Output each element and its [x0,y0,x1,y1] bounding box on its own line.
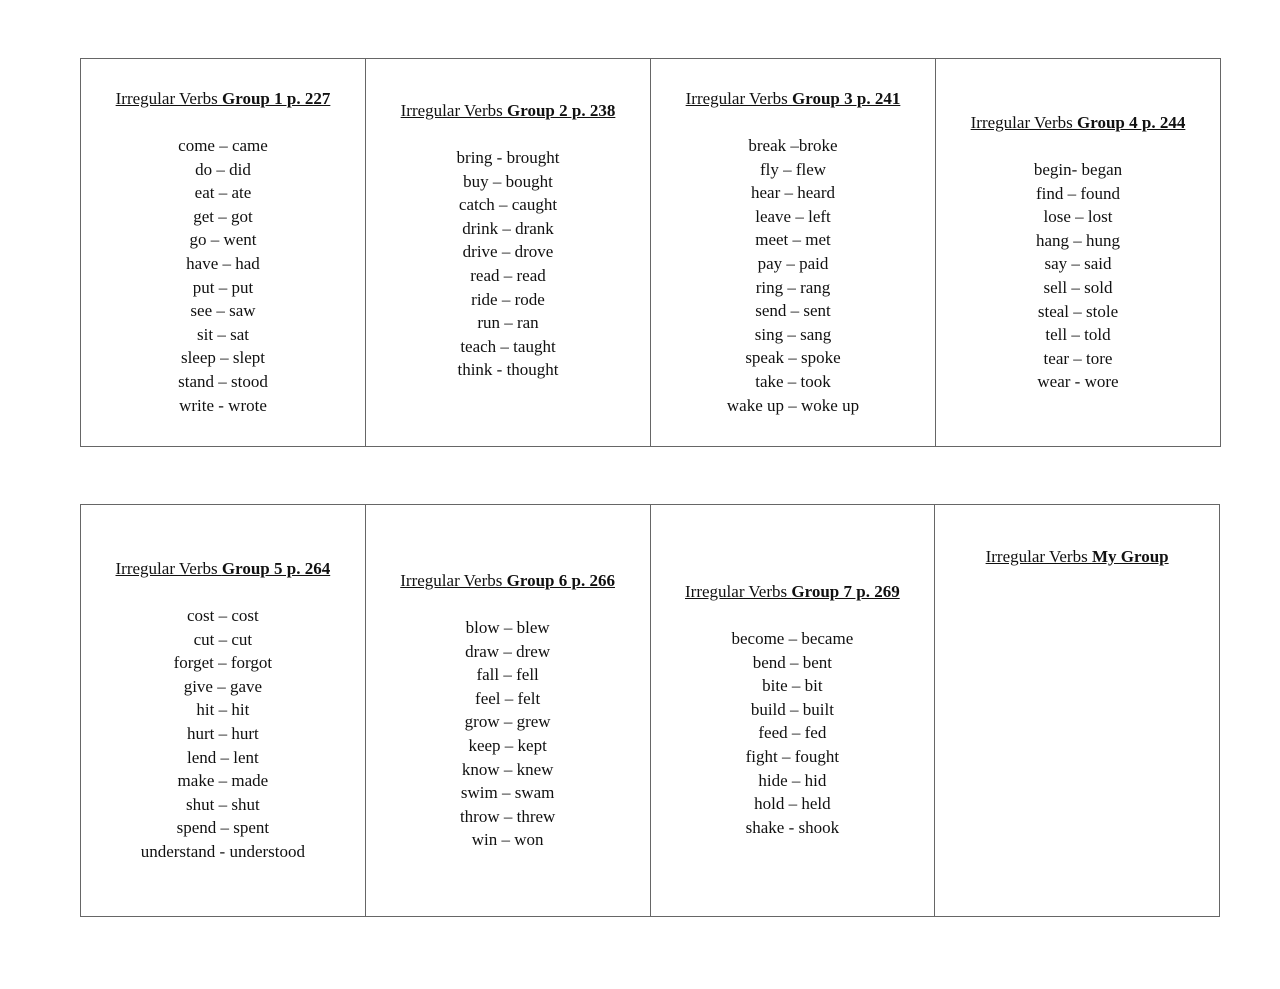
verb-pair: hide – hid [758,770,827,790]
verb-pair: think - thought [457,360,559,380]
verb-pair: give – gave [183,676,263,696]
verb-pair: drive – drove [462,242,554,262]
verb-pair: write - wrote [179,395,267,415]
verb-pair: have – had [186,253,260,273]
verb-pair: build – built [750,699,834,719]
verb-pair: get – got [193,206,253,226]
verb-pair: throw – threw [459,806,556,826]
verb-pair: fall – fell [476,665,539,685]
verb-pair: run – ran [477,313,539,333]
group-title-prefix: Irregular Verbs [985,547,1092,566]
group-title-prefix: Irregular Verbs [970,113,1078,132]
verb-pair: cost – cost [186,606,259,625]
verb-table-bottom [80,504,1220,917]
verb-pair: take – took [755,371,831,391]
verb-pair: swim – swam [460,783,555,803]
verb-pair: drink – drank [462,218,554,238]
group-title [651,580,935,604]
verb-table-top [80,58,1221,447]
group-title [651,87,935,111]
verb-pair: spend – spent [176,818,270,838]
verb-group-cell [651,505,936,916]
verb-pair: send – sent [755,301,831,321]
verb-group-cell [936,59,1220,446]
verb-pair: sleep – slept [180,348,266,368]
verb-pair: lose – lost [1043,207,1113,227]
group-title [936,111,1220,135]
verb-pair: make – made [177,771,269,791]
verb-pair: bring - brought [456,148,560,167]
verb-pair: keep – kept [468,735,547,755]
group-title [366,99,650,123]
verb-pair: hit – hit [196,700,250,720]
verb-pair: steal – stole [1037,301,1119,321]
verb-pair: see – saw [190,301,256,321]
verb-pair: ride – rode [471,289,545,309]
group-title [935,545,1219,569]
verb-pair: draw – drew [465,641,551,661]
verb-pair: forget – forgot [173,653,273,673]
verb-pair: put – put [192,277,254,297]
verb-pair: catch – caught [458,195,558,215]
verb-pair: wear - wore [1037,372,1119,392]
verb-pair: tear – tore [1043,348,1113,368]
group-title-prefix: Irregular Verbs [685,89,793,108]
verb-pair: come – came [178,136,268,155]
verb-pair: understand - understood [140,841,306,861]
group-title-label: Group 3 p. 241 [792,89,901,108]
verb-pair: meet – met [755,230,831,250]
verb-pair: go – went [189,230,257,250]
verb-pair: fight – fought [745,746,840,766]
group-title-prefix: Irregular Verbs [400,571,507,590]
group-title-label: Group 6 p. 266 [506,571,615,590]
verb-pair: fly – flew [759,159,827,179]
group-title-label: Group 7 p. 269 [791,582,900,601]
verb-pair: find – found [1035,183,1121,203]
verb-pair: pay – paid [757,253,829,273]
verb-pair: begin- began [1033,160,1123,179]
verb-group-cell [651,59,936,446]
verb-pair: feed – fed [758,723,827,743]
verb-group-cell [935,505,1219,916]
verb-pair: hold – held [754,794,831,814]
verb-pair: tell – told [1045,325,1111,345]
verb-group-cell [366,59,651,446]
verb-pair: lend – lent [186,747,259,767]
verb-pair: sit – sat [197,324,249,344]
verb-pair: eat – ate [194,183,252,203]
group-title [366,569,650,593]
group-title-prefix: Irregular Verbs [685,582,792,601]
verb-pair: know – knew [461,759,554,779]
verb-pair: speak – spoke [745,348,841,368]
group-title-label: Group 2 p. 238 [507,101,616,120]
verb-pair: shake - shook [745,817,840,837]
group-title-label: My Group [1091,547,1169,566]
verb-group-cell [81,505,366,916]
group-title [81,557,365,581]
verb-pair: read – read [470,265,546,285]
verb-pair: win – won [471,830,544,850]
verb-pair: hurt – hurt [186,723,259,743]
verb-pair: bite – bit [762,676,823,696]
verb-pair: ring – rang [755,277,831,297]
verb-pair: become – became [731,629,854,648]
verb-pair: hang – hung [1035,230,1121,250]
group-title-label: Group 5 p. 264 [221,559,331,578]
group-title-prefix: Irregular Verbs [115,559,222,578]
verb-pair: stand – stood [178,371,268,391]
verb-pair: leave – left [755,206,831,226]
verb-pair: buy – bought [463,171,553,191]
verb-pair: wake up – woke up [726,395,860,415]
verb-pair: cut – cut [193,629,253,649]
verb-pair: teach – taught [460,336,556,356]
verb-pair: sing – sang [754,324,832,344]
verb-group-cell [81,59,366,446]
verb-pair: say – said [1044,254,1112,274]
verb-pair: blow – blew [465,618,550,637]
verb-pair: shut – shut [186,794,260,814]
verb-pair: grow – grew [464,712,551,732]
group-title [81,87,365,111]
verb-pair: hear – heard [750,183,835,203]
verb-pair: do – did [195,159,251,179]
verb-pair: bend – bent [752,652,833,672]
verb-group-cell [366,505,651,916]
group-title-label: Group 1 p. 227 [222,89,331,108]
verb-pair: break –broke [748,136,838,155]
verb-pair: feel – felt [475,688,541,708]
group-title-prefix: Irregular Verbs [400,101,508,120]
group-title-prefix: Irregular Verbs [115,89,223,108]
verb-pair: sell – sold [1043,277,1113,297]
group-title-label: Group 4 p. 244 [1077,113,1186,132]
